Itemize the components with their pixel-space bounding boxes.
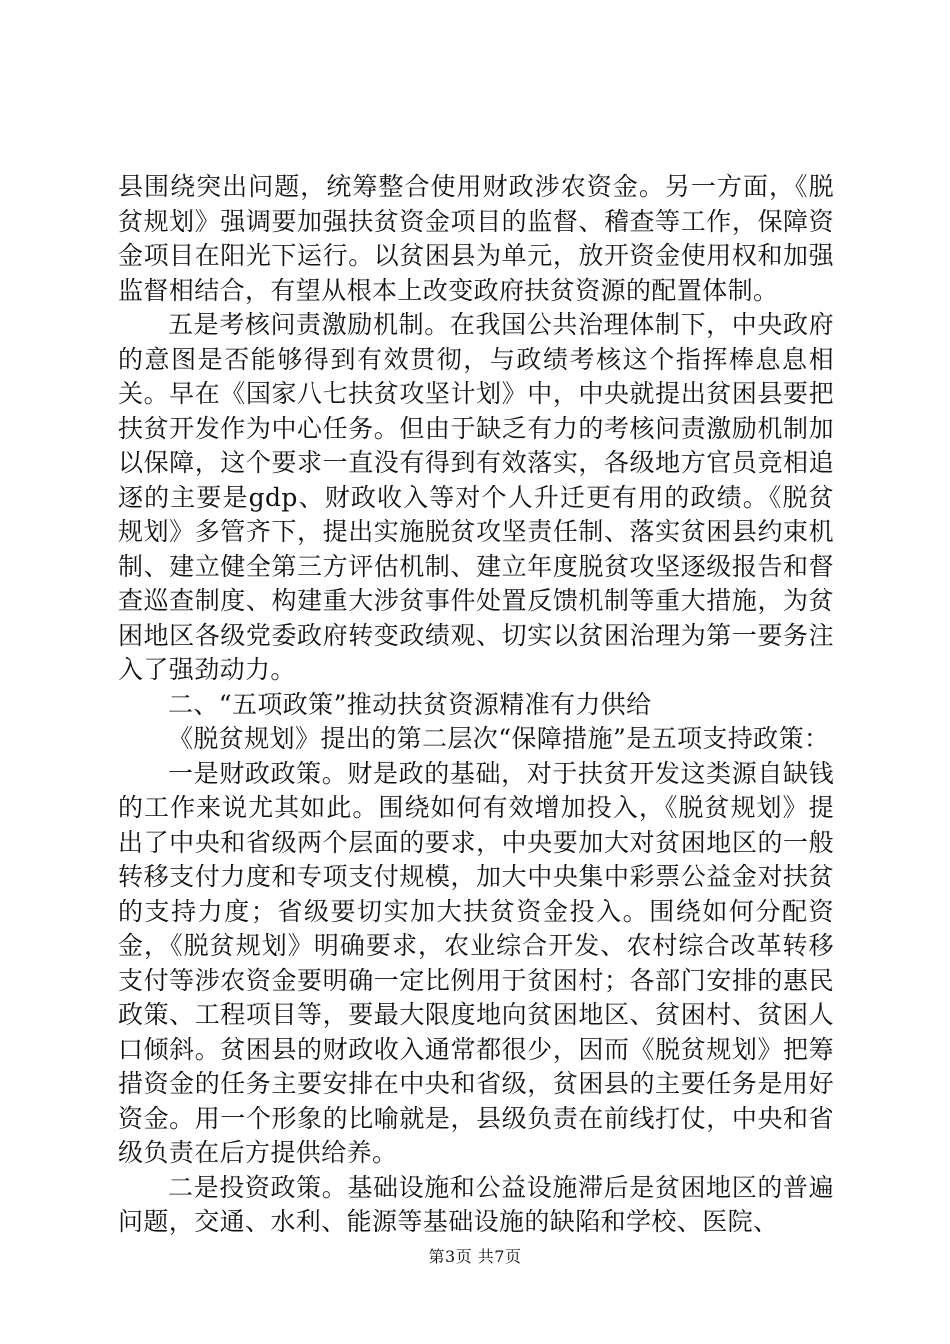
- section-heading: 二、“五项政策”推动扶贫资源精准有力供给: [168, 689, 652, 719]
- document-body: [118, 170, 834, 1240]
- page-number-footer: 第3页 共7页: [428, 1247, 522, 1266]
- paragraph-investment-policy: 二是投资政策。基础设施和公益设施滞后是贫困地区的普遍问题，交通、水利、能源等基础设施的缺陷和学校、医院、: [118, 1172, 834, 1236]
- paragraph-continuation: 县围绕突出问题，统筹整合使用财政涉农资金。另一方面，《脱贫规划》强调要加强扶贫资金项目的监督、稽查等工作，保障资金项目在阳光下运行。以贫困县为单元，放开资金使用权和加强监督相结合，有望从根本上改变政府扶贫资源的配置体制。: [118, 172, 834, 305]
- paragraph-fiscal-policy: 一是财政政策。财是政的基础，对于扶贫开发这类源自缺钱的工作来说尤其如此。围绕如何有效增加投入，《脱贫规划》提出了中央和省级两个层面的要求，中央要加大对贫困地区的一般转移支付力度和专项支付规模，加大中央集中彩票公益金对扶贫的支持力度；省级要切实加大扶贫资金投入。围绕如何分配资金，《脱贫规划》明确要求，农业综合开发、农村综合改革转移支付等涉农资金要明确一定比例用于贫困村；各部门安排的惠民政策、工程项目等，要最大限度地向贫困地区、贫困村、贫困人口倾斜。贫困县的财政收入通常都很少，因而《脱贫规划》把筹措资金的任务主要安排在中央和省级，贫困县的主要任务是用好资金。用一个形象的比喻就是，县级负责在前线打仗，中央和省级负责在后方提供给养。: [118, 758, 834, 1167]
- paragraph-five-policies-intro: 《脱贫规划》提出的第二层次“保障措施”是五项支持政策：: [168, 724, 830, 753]
- paragraph-assessment-mechanism: 五是考核问责激励机制。在我国公共治理体制下，中央政府的意图是否能够得到有效贯彻，与政绩考核这个指挥棒息息相关。早在《国家八七扶贫攻坚计划》中，中央就提出贫困县要把扶贫开发作为中心任务。但由于缺乏有力的考核问责激励机制加以保障，这个要求一直没有得到有效落实，各级地方官员竞相追逐的主要是gdp、财政收入等对个人升迁更有用的政绩。《脱贫规划》多管齐下，提出实施脱贫攻坚责任制、落实贫困县约束机制、建立健全第三方评估机制、建立年度脱贫攻坚逐级报告和督查巡查制度、构建重大涉贫事件处置反馈机制等重大措施，为贫困地区各级党委政府转变政绩观、切实以贫困治理为第一要务注入了强劲动力。: [118, 310, 834, 684]
